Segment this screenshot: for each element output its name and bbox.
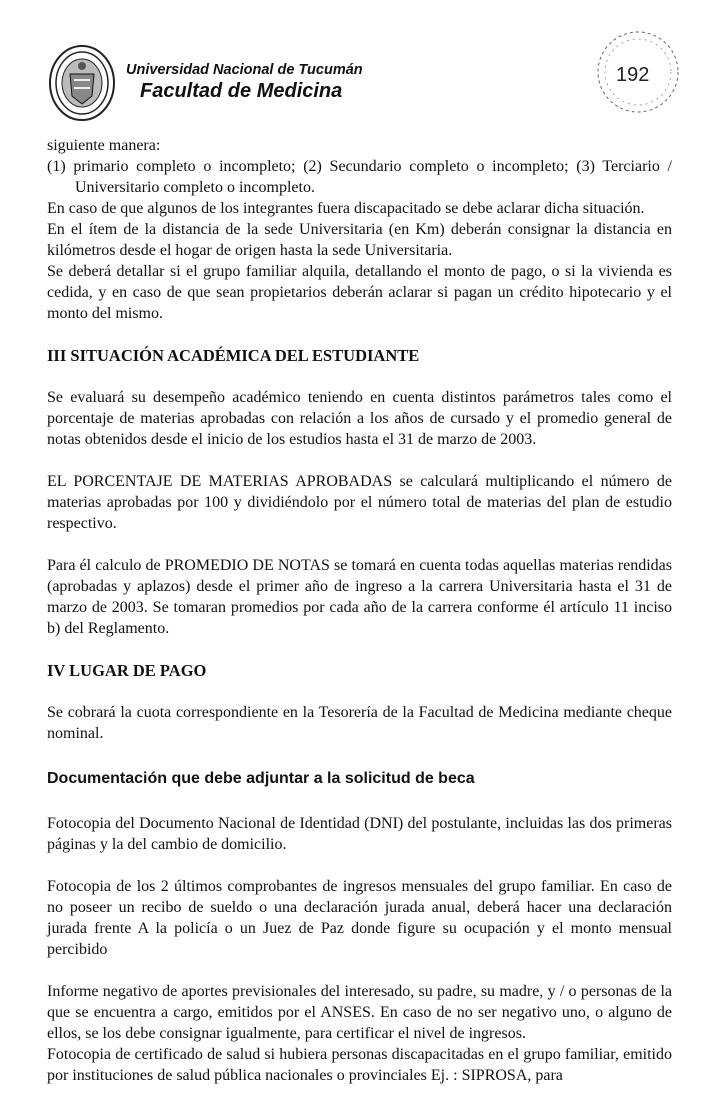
paragraph: siguiente manera: [47, 137, 161, 154]
paragraph: Fotocopia del Documento Nacional de Identidad (DNI) del postulante, incluidas las dos primeras páginas y la del cambio de domicilio. [47, 815, 672, 853]
paragraph: En caso de que algunos de los integrantes fuera discapacitado se debe aclarar dicha situación. [47, 200, 645, 217]
paragraph: En el ítem de la distancia de la sede Universitaria (en Km) deberán consignar la distancia en kilómetros desde el hogar de origen hasta la sede Universitaria. [47, 221, 672, 259]
paragraph: Fotocopia de certificado de salud si hubiera personas discapacitadas en el grupo familiar, emitido por instituciones de salud pública nacionales o provinciales Ej. : SIPROSA, para [47, 1046, 672, 1084]
section-heading-academic: III SITUACIÓN ACADÉMICA DEL ESTUDIANTE [47, 346, 420, 365]
university-name: Universidad Nacional de Tucumán [126, 62, 363, 78]
university-seal-icon [48, 44, 116, 122]
section-heading-payment: IV LUGAR DE PAGO [47, 661, 207, 680]
paragraph: Para él calculo de PROMEDIO DE NOTAS se tomará en cuenta todas aquellas materias rendidas (aprobadas y aplazos) desde el primer año de ingreso a la carrera Universitaria hasta el 31 de marzo de 2003. Se tomaran promedios por cada año de la carrera conforme él artículo 11 inciso b) del Reglamento. [47, 557, 672, 637]
education-levels: (1) primario completo o incompleto; (2) Secundario completo o incompleto; (3) Terciario / Universitario completo o incompleto. [47, 158, 672, 196]
folio-number: 192 [616, 64, 650, 86]
section-heading-documentation: Documentación que debe adjuntar a la solicitud de beca [47, 770, 475, 787]
paragraph: EL PORCENTAJE DE MATERIAS APROBADAS se calculará multiplicando el número de materias aprobadas por 100 y dividiéndolo por el número total de materias del plan de estudio respectivo. [47, 473, 672, 532]
letterhead [48, 44, 698, 134]
paragraph: Se evaluará su desempeño académico teniendo en cuenta distintos parámetros tales como el porcentaje de materias aprobadas con relación a los años de cursado y el promedio general de notas obtenidos desde el inicio de los estudios hasta el 31 de marzo de 2003. [47, 389, 672, 448]
paragraph: Se deberá detallar si el grupo familiar alquila, detallando el monto de pago, o si la vivienda es cedida, y en caso de que sean propietarios deberán aclarar si pagan un crédito hipotecario y el monto del mismo. [47, 263, 672, 322]
faculty-name: Facultad de Medicina [140, 80, 343, 102]
paragraph: Fotocopia de los 2 últimos comprobantes de ingresos mensuales del grupo familiar. En caso de no poseer un recibo de sueldo o una declaración jurada anual, deberá hacer una declaración jurada frente A la policía o un Juez de Paz donde figure su ocupación y el monto mensual percibido [47, 878, 672, 958]
document-body [47, 135, 672, 1086]
paragraph: Informe negativo de aportes previsionales del interesado, su padre, su madre, y / o personas de la que se encuentra a cargo, emitidos por el ANSES. En caso de no ser negativo uno, o alguno de ellos, se los debe consignar igualmente, para certificar el nivel de ingresos. [47, 983, 672, 1042]
paragraph: Se cobrará la cuota correspondiente en la Tesorería de la Facultad de Medicina mediante cheque nominal. [47, 704, 672, 742]
